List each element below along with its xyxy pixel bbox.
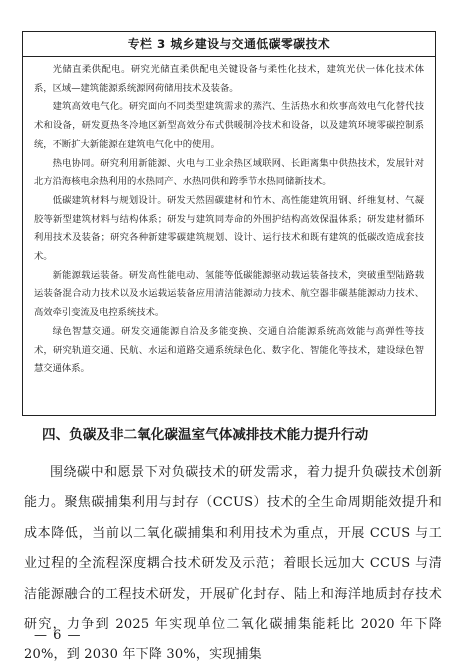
body-paragraph: 围绕碳中和愿景下对负碳技术的研发需求，着力提升负碳技术创新能力。聚焦碳捕集利用与封存（CCUS）技术的全生命周期能效提升和成本降低，当前以二氧化碳捕集和利用技术为重点，开展 CCUS 与工业过程的全流程深度耦合技术研发及示范；着眼长远加大 CCUS 与清洁能源融合的工程技术研发，开展矿化封存、陆上和海洋地质封存技术研究，力争到 2025 年实现单位二氧化碳捕集能耗比 2020 年下降 20%，到 2030 年下降 30%，实现捕集 — [24, 465, 442, 663]
box-paragraph: 光储直柔供配电。研究光储直柔供配电关键设备与柔性化技术，建筑光伏一体化技术体系，区域—建筑能源系统源网荷储用技术及装备。 — [34, 64, 424, 94]
box-title: 专栏 3 城乡建设与交通低碳零碳技术 — [23, 32, 435, 57]
section-heading: 四、负碳及非二氧化碳温室气体减排技术能力提升行动 — [42, 427, 369, 443]
box-paragraph: 低碳建筑材料与规划设计。研发天然固碳建材和竹木、高性能建筑用钢、纤维复材、气凝胶等新型建筑材料与结构体系；研发与建筑同寿命的外围护结构高效保温体系；研发建材循环利用技术及装备；研究各种新建零碳建筑规划、设计、运行技术和既有建筑的低碳改造成套技术。 — [34, 194, 424, 263]
page-number: — 6 — — [34, 628, 82, 643]
box-body — [23, 57, 435, 379]
special-column-box — [22, 31, 436, 416]
box-paragraph: 绿色智慧交通。研发交通能源自洽及多能变换、交通自洽能源系统高效能与高弹性等技术，研究轨道交通、民航、水运和道路交通系统绿色化、数字化、智能化等技术，建设绿色智慧交通体系。 — [34, 325, 424, 375]
box-paragraph: 建筑高效电气化。研究面向不同类型建筑需求的蒸汽、生活热水和炊事高效电气化替代技术和设备，研发夏热冬冷地区新型高效分布式供暖制冷技术和设备，以及建筑环境零碳控制系统，不断扩大新能源在建筑电气化中的使用。 — [34, 101, 424, 150]
box-paragraph: 新能源载运装备。研发高性能电动、氢能等低碳能源驱动载运装备技术，突破重型陆路载运装备混合动力技术以及水运载运装备应用清洁能源动力技术、航空器非碳基能源动力技术、高效牵引变流及电控系统技术。 — [34, 269, 424, 319]
box-paragraph: 热电协同。研究利用新能源、火电与工业余热区域联网、长距离集中供热技术，发展针对北方沿海核电余热利用的水热同产、水热同供和跨季节水热同储新技术。 — [34, 157, 424, 188]
